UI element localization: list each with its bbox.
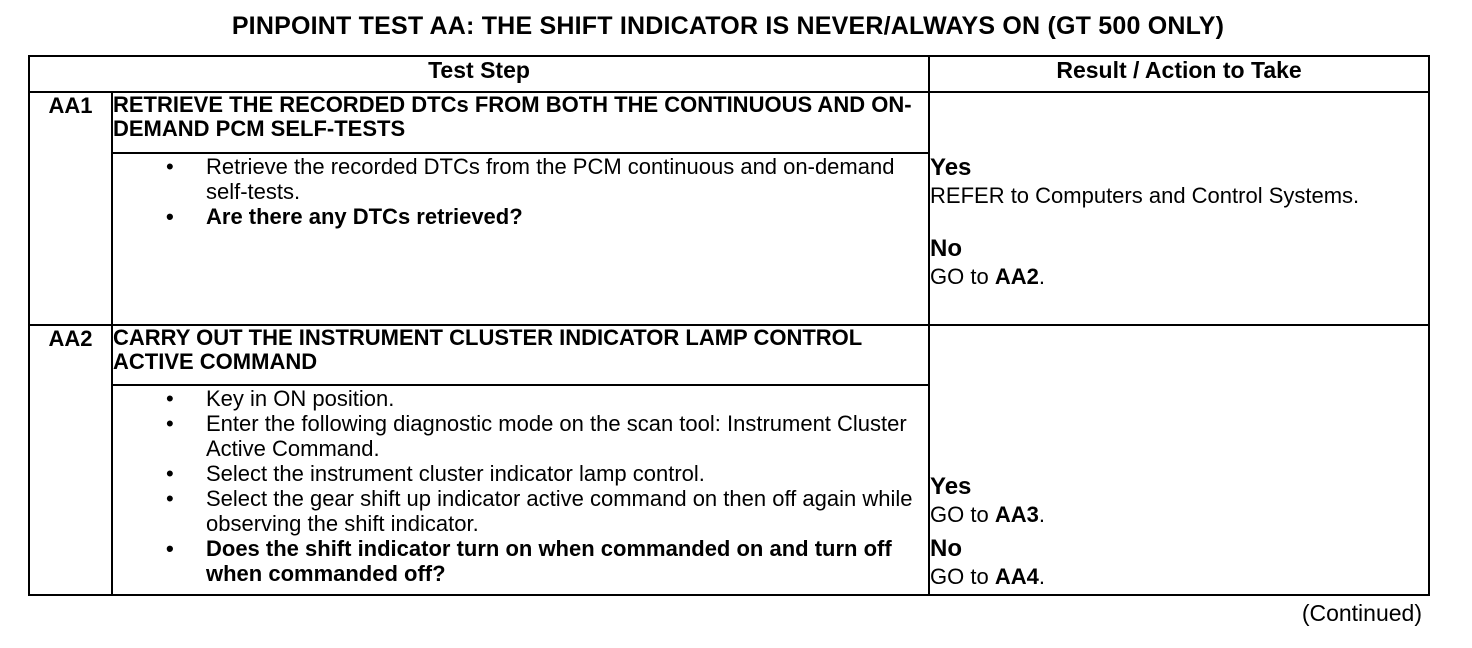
table-row [29, 325, 1429, 385]
result-cell-aa1 [929, 92, 1429, 325]
page-title: PINPOINT TEST AA: THE SHIFT INDICATOR IS NEVER/ALWAYS ON (GT 500 ONLY) [231, 12, 1225, 40]
no-action-aa2: GO to AA4. [930, 564, 1045, 589]
ref-aa3: AA3 [994, 502, 1039, 527]
yes-label-aa2: Yes [930, 473, 972, 500]
step-body-aa1 [112, 153, 929, 325]
yes-action-aa1: REFER to Computers and Control Systems. [930, 183, 1360, 208]
step-heading-aa2: CARRY OUT THE INSTRUMENT CLUSTER INDICATOR LAMP CONTROL ACTIVE COMMAND [112, 325, 929, 385]
ref-aa2: AA2 [994, 264, 1039, 289]
step-heading-aa1: RETRIEVE THE RECORDED DTCs FROM BOTH THE CONTINUOUS AND ON-DEMAND PCM SELF-TESTS [112, 92, 929, 153]
no-action-aa1: GO to AA2. [930, 264, 1045, 289]
question-aa1: • Are there any DTCs retrieved? [206, 204, 928, 229]
list-item: • Retrieve the recorded DTCs from the PCM continuous and on-demand self-tests. [206, 154, 928, 204]
no-label-aa1: No [930, 235, 963, 262]
bullet-list-aa2 [113, 386, 928, 586]
table-header-row [29, 56, 1429, 92]
step-code-aa2: AA2 [29, 325, 112, 595]
ref-aa4: AA4 [994, 564, 1039, 589]
continued-note: (Continued) [1301, 600, 1422, 626]
yes-label-aa1: Yes [930, 154, 972, 181]
result-cell-aa2 [929, 325, 1429, 595]
step-body-aa2 [112, 385, 929, 595]
pinpoint-test-table [28, 55, 1430, 596]
list-item: • Key in ON position. [206, 386, 928, 411]
list-item: • Select the instrument cluster indicator lamp control. [206, 461, 928, 486]
list-item: • Enter the following diagnostic mode on the scan tool: Instrument Cluster Active Command. [206, 411, 928, 461]
table-row [29, 92, 1429, 153]
header-test-step: Test Step [29, 56, 929, 92]
header-result: Result / Action to Take [929, 56, 1429, 92]
yes-action-aa2: GO to AA3. [930, 502, 1045, 527]
step-code-aa1: AA1 [29, 92, 112, 325]
no-label-aa2: No [930, 535, 963, 562]
question-aa2: • Does the shift indicator turn on when commanded on and turn off when commanded off? [206, 536, 928, 586]
bullet-list-aa1 [113, 154, 928, 229]
list-item: • Select the gear shift up indicator active command on then off again while observing the shift indicator. [206, 486, 928, 536]
